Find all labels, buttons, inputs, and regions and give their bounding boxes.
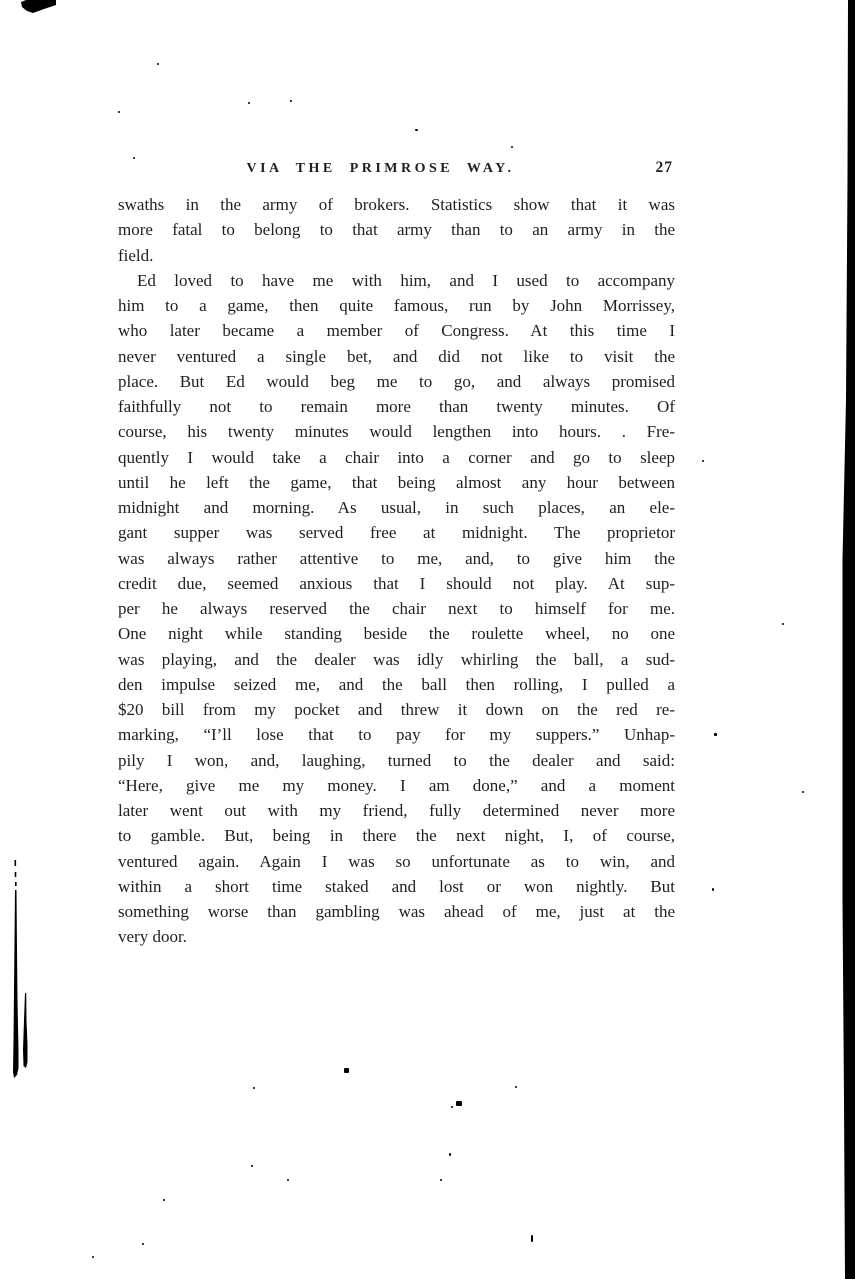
scan-speck bbox=[248, 102, 250, 104]
text-line: Ed loved to have me with him, and I used to accompany bbox=[137, 270, 675, 290]
scan-speck bbox=[511, 146, 513, 148]
scan-artifact-right-band bbox=[843, 0, 855, 1279]
scan-speck bbox=[142, 1243, 144, 1245]
text-line: very door. bbox=[118, 927, 187, 947]
scan-artifact-left-dash bbox=[15, 872, 17, 877]
text-line: within a short time staked and lost or won nightly. But bbox=[118, 876, 675, 896]
text-line: pily I won, and, laughing, turned to the dealer and said: bbox=[118, 750, 675, 770]
text-line: gant supper was served free at midnight. The proprietor bbox=[118, 523, 675, 543]
scan-speck bbox=[531, 1235, 533, 1242]
scan-speck bbox=[451, 1106, 453, 1108]
scan-speck bbox=[712, 888, 714, 891]
text-line: credit due, seemed anxious that I should not play. At sup- bbox=[118, 573, 675, 593]
scan-speck bbox=[290, 100, 292, 102]
text-line: per he always reserved the chair next to himself for me. bbox=[118, 599, 675, 618]
text-line: him to a game, then quite famous, run by John Morrissey, bbox=[118, 296, 675, 315]
text-line: later went out with my friend, fully determined never more bbox=[118, 801, 675, 820]
scan-speck bbox=[344, 1068, 349, 1073]
text-line: quently I would take a chair into a corner and go to sleep bbox=[118, 447, 675, 467]
scan-speck bbox=[253, 1087, 255, 1089]
text-line: more fatal to belong to that army than to an army in the bbox=[118, 220, 675, 240]
scan-speck bbox=[515, 1086, 517, 1088]
text-line: course, his twenty minutes would lengthen into hours. . Fre- bbox=[118, 422, 675, 442]
scan-speck bbox=[456, 1101, 462, 1106]
text-line: marking, “I’ll lose that to pay for my suppers.” Unhap- bbox=[118, 725, 675, 745]
text-line: $20 bill from my pocket and threw it down on the red re- bbox=[118, 700, 675, 719]
scan-artifact-left-dash bbox=[15, 860, 17, 866]
text-line: was playing, and the dealer was idly whirling the ball, a sud- bbox=[118, 649, 675, 669]
page-number: 27 bbox=[655, 159, 673, 176]
running-head-title: VIA THE PRIMROSE WAY. bbox=[246, 161, 515, 176]
scan-speck bbox=[287, 1179, 289, 1181]
scan-speck bbox=[449, 1153, 451, 1156]
page-header bbox=[118, 161, 675, 181]
scan-speck bbox=[163, 1199, 165, 1201]
scan-speck bbox=[157, 63, 159, 65]
body-text-block bbox=[118, 192, 675, 950]
text-line: place. But Ed would beg me to go, and always promised bbox=[118, 371, 675, 391]
scan-speck bbox=[251, 1165, 253, 1167]
text-line: who later became a member of Congress. At this time I bbox=[118, 321, 675, 341]
scan-artifact-left-streak-long bbox=[13, 890, 19, 1078]
scan-speck bbox=[782, 623, 784, 625]
text-line: to gamble. But, being in there the next night, I, of course, bbox=[118, 826, 675, 846]
text-line: midnight and morning. As usual, in such places, an ele- bbox=[118, 498, 675, 517]
text-line: den impulse seized me, and the ball then rolling, I pulled a bbox=[118, 674, 675, 694]
text-line: ventured again. Again I was so unfortunate as to win, and bbox=[118, 851, 675, 871]
scan-artifact-left-streak-short bbox=[23, 993, 28, 1068]
text-line: until he left the game, that being almost any hour between bbox=[118, 472, 675, 492]
scan-speck bbox=[702, 460, 704, 462]
scan-artifact-top-left-blob bbox=[21, 0, 56, 13]
text-line: was always rather attentive to me, and, to give him the bbox=[118, 548, 675, 568]
scan-speck bbox=[118, 111, 120, 113]
text-line: never ventured a single bet, and did not like to visit the bbox=[118, 346, 675, 366]
text-line: One night while standing beside the roulette wheel, no one bbox=[118, 624, 675, 644]
scan-speck bbox=[802, 791, 804, 793]
text-line: faithfully not to remain more than twenty minutes. Of bbox=[118, 397, 675, 416]
scan-speck bbox=[133, 157, 135, 159]
scan-speck bbox=[714, 733, 717, 736]
scan-speck bbox=[440, 1179, 442, 1181]
scan-artifact-left-dash bbox=[15, 882, 17, 886]
scan-speck bbox=[92, 1256, 94, 1258]
text-line: “Here, give me my money. I am done,” and a moment bbox=[118, 775, 675, 795]
text-line: swaths in the army of brokers. Statistics show that it was bbox=[118, 195, 675, 214]
scan-speck bbox=[415, 129, 418, 131]
text-line: something worse than gambling was ahead of me, just at the bbox=[118, 902, 675, 921]
text-line: field. bbox=[118, 245, 154, 265]
